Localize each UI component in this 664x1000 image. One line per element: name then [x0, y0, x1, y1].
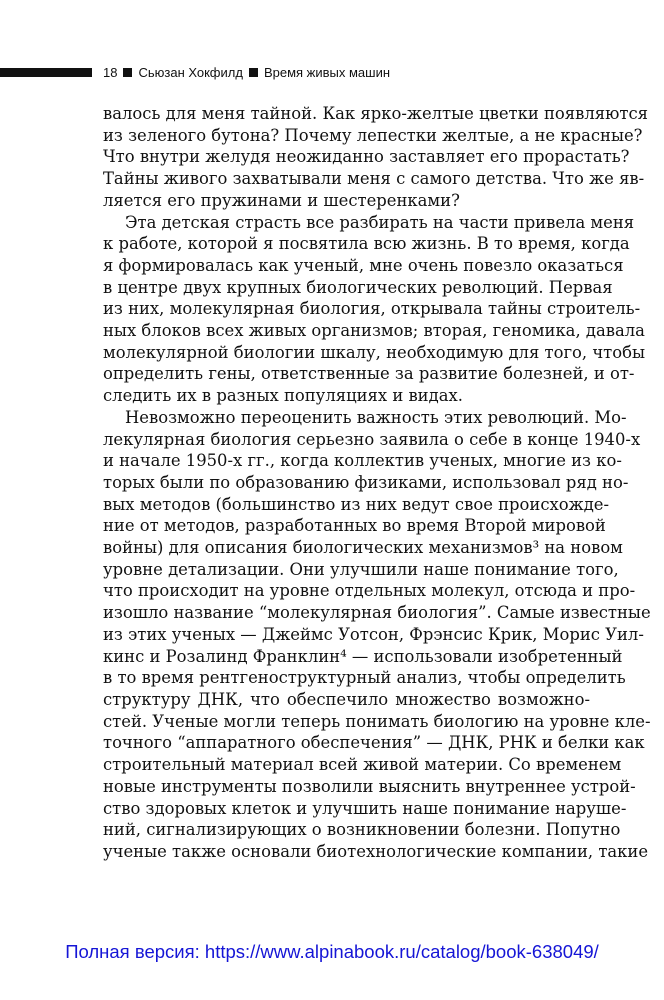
text-line: торых были по образованию физиками, использовал ряд но-: [103, 472, 629, 492]
text-line: строительный материал всей живой материи. Со временем: [103, 755, 622, 775]
full-version-link[interactable]: Полная версия: https://www.alpinabook.ru/catalog/book-638049/: [65, 941, 599, 962]
text-line: что происходит на уровне отдельных молекул, отсюда и про-: [103, 581, 636, 601]
text-line: Эта детская страсть все разбирать на части привела меня: [125, 212, 635, 232]
body-text: [103, 103, 651, 863]
paragraph: [103, 103, 648, 212]
text-line: я формировалась как ученый, мне очень повезло оказаться: [103, 255, 624, 275]
text-line: и начале 1950-х гг., когда коллектив ученых, многие из ко-: [103, 451, 622, 471]
text-line: Невозможно переоценить важность этих революций. Мо-: [125, 407, 627, 427]
text-line: ляется его пружинами и шестеренками?: [103, 190, 460, 210]
text-line: валось для меня тайной. Как ярко-желтые цветки появляются: [103, 104, 648, 123]
author-name: Сьюзан Хокфилд: [138, 65, 243, 80]
text-line: ний, сигнализирующих о возникновении болезни. Попутно: [103, 820, 621, 840]
text-line: кинс и Розалинд Франклин⁴ — использовали изобретенный: [103, 646, 623, 666]
paragraph: [103, 212, 646, 407]
separator-square-icon: [123, 68, 132, 77]
text-line: в то время рентгеноструктурный анализ, чтобы определить: [103, 668, 626, 688]
text-line: из этих ученых — Джеймс Уотсон, Фрэнсис Крик, Морис Уил-: [103, 624, 644, 644]
running-head: [103, 64, 390, 82]
text-line: ученые также основали биотехнологические компании, такие: [103, 841, 649, 861]
text-line: структуру ДНК, что обеспечило множество возможно-: [103, 689, 590, 709]
text-line: изошло название “молекулярная биология”. Самые известные: [103, 603, 651, 623]
text-line: следить их в разных популяциях и видах.: [103, 386, 463, 406]
text-line: вых методов (большинство из них ведут свое происхожде-: [103, 494, 610, 514]
text-line: новые инструменты позволили выяснить внутреннее устрой-: [103, 776, 636, 796]
text-line: Что внутри желудя неожиданно заставляет его прорастать?: [103, 147, 630, 167]
header-rule-bar: [0, 68, 92, 77]
text-line: молекулярной биологии шкалу, необходимую для того, чтобы: [103, 342, 646, 362]
text-line: лекулярная биология серьезно заявила о себе в конце 1940-х: [103, 429, 641, 449]
text-line: из зеленого бутона? Почему лепестки желтые, а не красные?: [103, 125, 643, 145]
text-line: из них, молекулярная биология, открывала тайны строитель-: [103, 299, 641, 319]
text-line: войны) для описания биологических механизмов³ на новом: [103, 538, 623, 558]
paragraph: [103, 407, 651, 863]
book-title: Время живых машин: [263, 65, 391, 80]
text-line: ние от методов, разработанных во время Второй мировой: [103, 516, 606, 536]
text-line: определить гены, ответственные за развитие болезней, и от-: [103, 364, 635, 384]
text-line: точного “аппаратного обеспечения” — ДНК, РНК и белки как: [103, 733, 645, 753]
text-line: уровне детализации. Они улучшили наше понимание того,: [103, 559, 619, 579]
text-line: ных блоков всех живых организмов; вторая, геномика, давала: [103, 321, 645, 341]
text-line: в центре двух крупных биологических революций. Первая: [103, 277, 613, 297]
page-number: 18: [103, 65, 118, 80]
text-line: стей. Ученые могли теперь понимать биологию на уровне кле-: [103, 711, 651, 731]
text-line: Тайны живого захватывали меня с самого детства. Что же яв-: [103, 169, 645, 189]
separator-square-icon: [249, 68, 258, 77]
text-line: ство здоровых клеток и улучшить наше понимание наруше-: [103, 798, 627, 818]
text-line: к работе, которой я посвятила всю жизнь. В то время, когда: [103, 234, 630, 254]
